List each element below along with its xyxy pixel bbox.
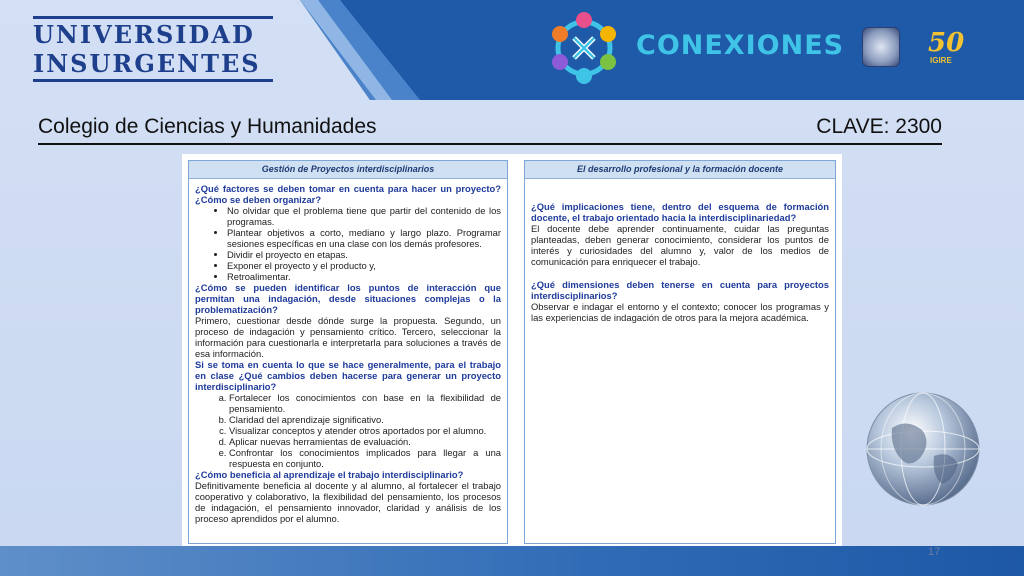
list-item: • Retroalimentar. (227, 271, 501, 282)
page-number: 17 (928, 546, 941, 558)
content-panel (182, 154, 842, 550)
globe-icon (862, 388, 984, 510)
right-column-body (525, 179, 835, 323)
spacer (531, 267, 829, 279)
answer: Definitivamente beneficia al docente y al alumno, al fortalecer el trabajo cooperativo y colaborativo, la flexibilidad del pensamiento, los procesos de indagación, el pensamiento innovador, claridad y análisis de los proceso aprendidos por el alumno. (195, 480, 501, 524)
list-item: • Plantear objetivos a corto, mediano y largo plazo. Programar sesiones específicas en una clase con los demás profesores. (227, 227, 501, 249)
left-column-body (189, 179, 507, 524)
list-item: • Exponer el proyecto y el producto y, (227, 260, 501, 271)
logo-rule-top (33, 16, 273, 19)
list-item: e. Confrontar los conocimientos implicados para llegar a una respuesta en conjunto. (229, 447, 501, 469)
list-item: • Dividir el proyecto en etapas. (227, 249, 501, 260)
title-row (38, 115, 942, 145)
list-item: d. Aplicar nuevas herramientas de evaluación. (229, 436, 501, 447)
question: ¿Qué factores se deben tomar en cuenta para hacer un proyecto? ¿Cómo se deben organizar? (195, 183, 501, 205)
logo-line-1: UNIVERSIDAD (33, 20, 255, 49)
anniversary-logo (924, 28, 976, 68)
university-seal-icon (862, 27, 900, 67)
right-column (524, 160, 836, 544)
left-column (188, 160, 508, 544)
question: ¿Cómo se pueden identificar los puntos de interacción que permitan una indagación, desde situaciones complejas o la problematización? (195, 282, 501, 315)
bullet-list (195, 205, 501, 282)
logo-line-2: INSURGENTES (33, 49, 261, 78)
anniversary-sub: IGIRE (930, 56, 952, 65)
question: ¿Qué implicaciones tiene, dentro del esquema de formación docente, el trabajo orientado hacia la interdisciplinariedad? (531, 201, 829, 223)
question: Si se toma en cuenta lo que se hace generalmente, para el trabajo en clase ¿Qué cambios deben hacerse para generar un proyecto interdisciplinario? (195, 359, 501, 392)
footer-bar (0, 546, 1024, 576)
list-item: • No olvidar que el problema tiene que partir del contenido de los programas. (227, 205, 501, 227)
brand-name: CONEXIONES (636, 30, 845, 61)
list-item: a. Fortalecer los conocimientos con base en la flexibilidad de pensamiento. (229, 392, 501, 414)
college-title: Colegio de Ciencias y Humanidades (38, 115, 377, 138)
list-item: c. Visualizar conceptos y atender otros aportados por el alumno. (229, 425, 501, 436)
right-column-heading: El desarrollo profesional y la formación docente (525, 161, 835, 179)
left-column-heading: Gestión de Proyectos interdisciplinarios (189, 161, 507, 179)
question: ¿Cómo beneficia al aprendizaje el trabajo interdisciplinario? (195, 469, 464, 480)
list-item: b. Claridad del aprendizaje significativo. (229, 414, 501, 425)
answer: Observar e indagar el entorno y el contexto; conocer los programas y las experiencias de indagación de otros para la mejora académica. (531, 301, 829, 323)
lettered-list (195, 392, 501, 469)
molecule-icon (544, 8, 624, 88)
course-key: CLAVE: 2300 (816, 115, 942, 138)
question: ¿Qué dimensiones deben tenerse en cuenta para proyectos interdisciplinarios? (531, 279, 829, 301)
anniversary-number: 50 (928, 28, 965, 58)
answer: Primero, cuestionar desde dónde surge la propuesta. Segundo, un proceso de indagación y pensamiento crítico. Tercero, seleccionar la información para cuestionarla e interpretarla para soluciones a través de esa información. (195, 315, 501, 359)
university-logo (33, 16, 273, 86)
answer: El docente debe aprender continuamente, cuidar las preguntas planteadas, deben generar conocimiento, considerar los puntos de interés y curiosidades del alumno y, valor de los medios de comunicación para enriquecer el trabajo. (531, 223, 829, 267)
logo-rule-bottom (33, 79, 273, 82)
